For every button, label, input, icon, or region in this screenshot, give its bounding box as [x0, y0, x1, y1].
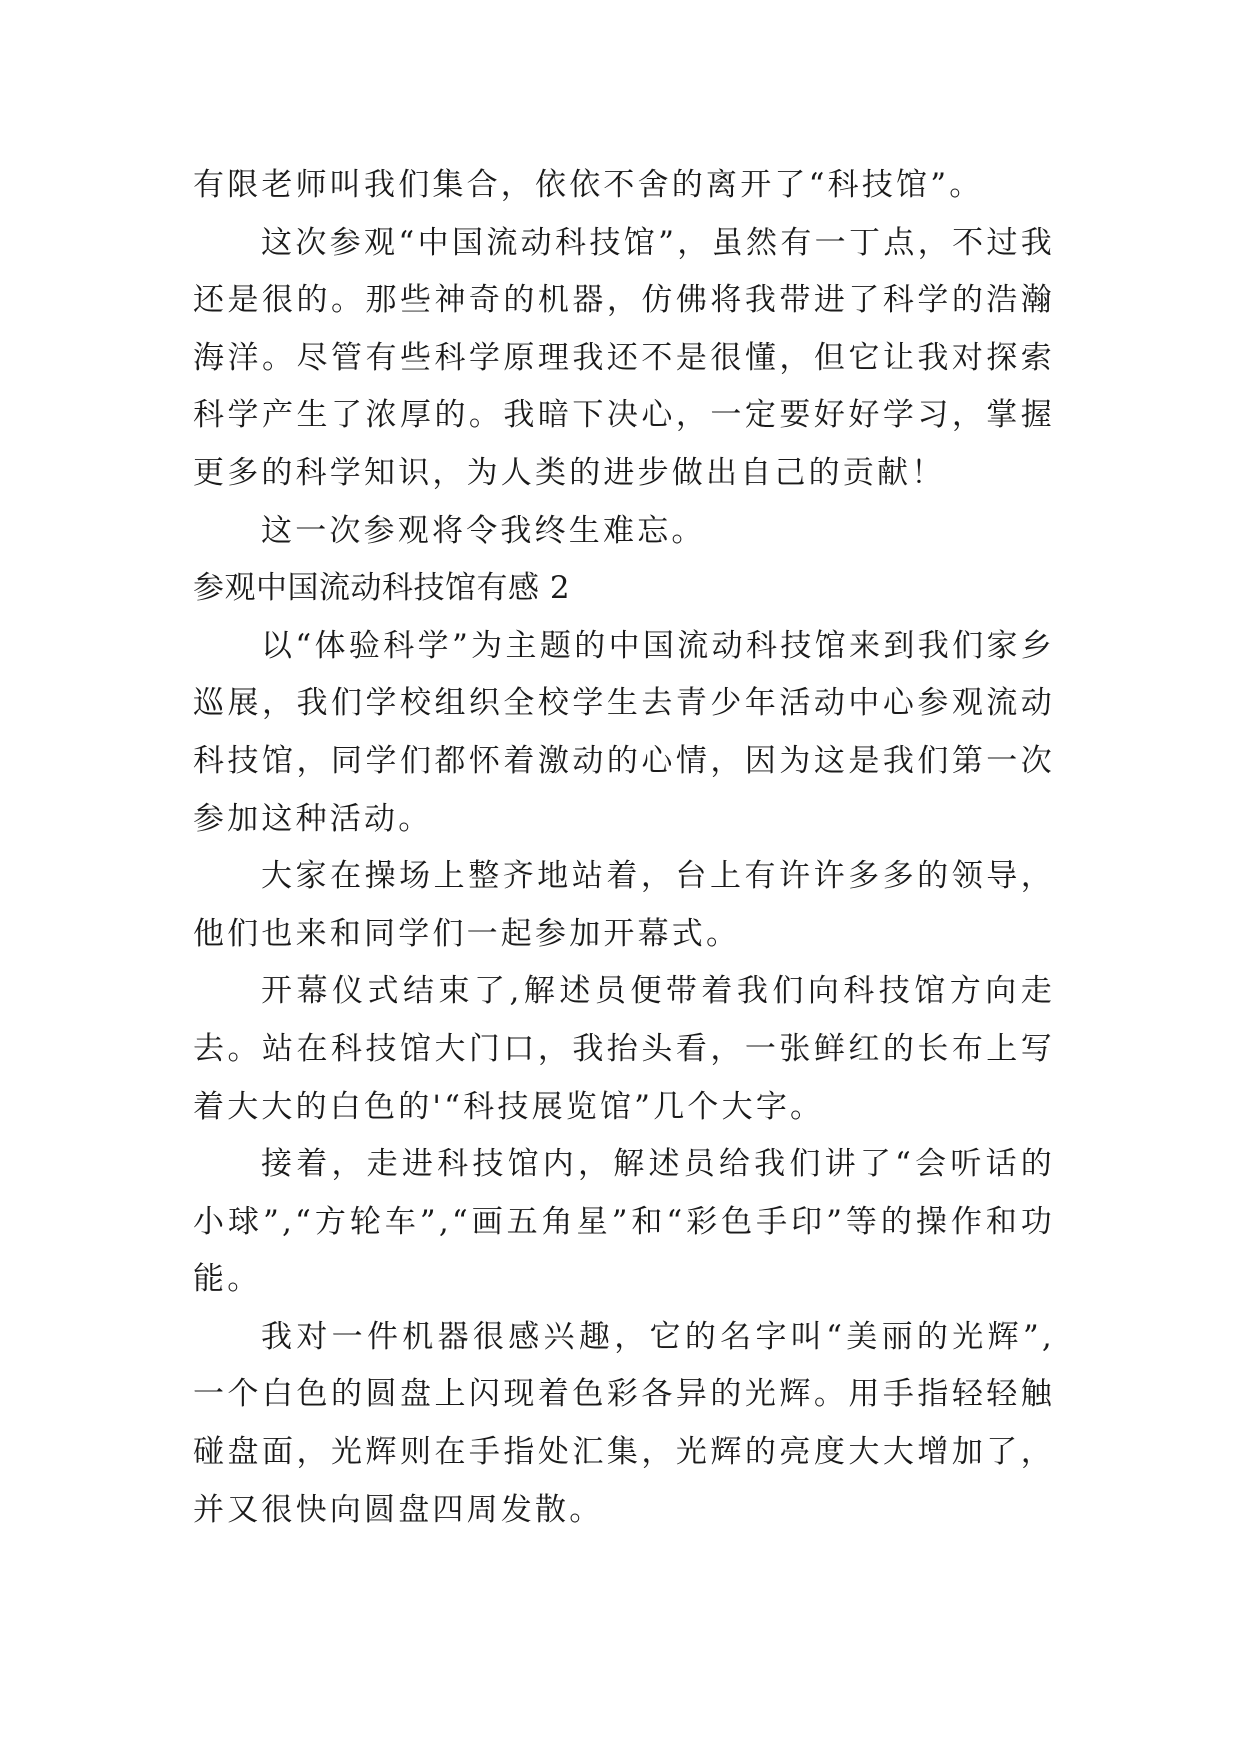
- section-title: 参观中国流动科技馆有感 2: [193, 570, 571, 607]
- section-paragraph-1: 以“体验科学”为主题的中国流动科技馆来到我们家乡巡展，我们学校组织全校学生去青少年活动中心参观流动科技馆，同学们都怀着激动的心情，因为这是我们第一次参加这种活动。: [193, 627, 1055, 837]
- paragraph-1: 有限老师叫我们集合，依依不舍的离开了“科技馆”。: [193, 167, 984, 203]
- section-paragraph-5: 我对一件机器很感兴趣，它的名字叫“美丽的光辉”,一个白色的圆盘上闪现着色彩各异的光辉。用手指轻轻触碰盘面，光辉则在手指处汇集，光辉的亮度大大增加了，并又很快向圆盘四周发散。: [193, 1318, 1055, 1528]
- paragraph-2: 这次参观“中国流动科技馆”，虽然有一丁点，不过我还是很的。那些神奇的机器，仿佛将我带进了科学的浩瀚海洋。尽管有些科学原理我还不是很懂，但它让我对探索科学产生了浓厚的。我暗下决心，一定要好好学习，掌握更多的科学知识，为人类的进步做出自己的贡献！: [193, 224, 1055, 491]
- paragraph-3: 这一次参观将令我终生难忘。: [261, 512, 706, 549]
- section-paragraph-4: 接着，走进科技馆内，解述员给我们讲了“会听话的小球”,“方轮车”,“画五角星”和“彩色手印”等的操作和功能。: [193, 1146, 1055, 1298]
- document-body: [193, 157, 1055, 1539]
- section-paragraph-2: 大家在操场上整齐地站着，台上有许许多多的领导，他们也来和同学们一起参加开幕式。: [193, 858, 1055, 952]
- section-paragraph-3: 开幕仪式结束了,解述员便带着我们向科技馆方向走去。站在科技馆大门口，我抬头看，一张鲜红的长布上写着大大的白色的'“科技展览馆”几个大字。: [193, 973, 1055, 1125]
